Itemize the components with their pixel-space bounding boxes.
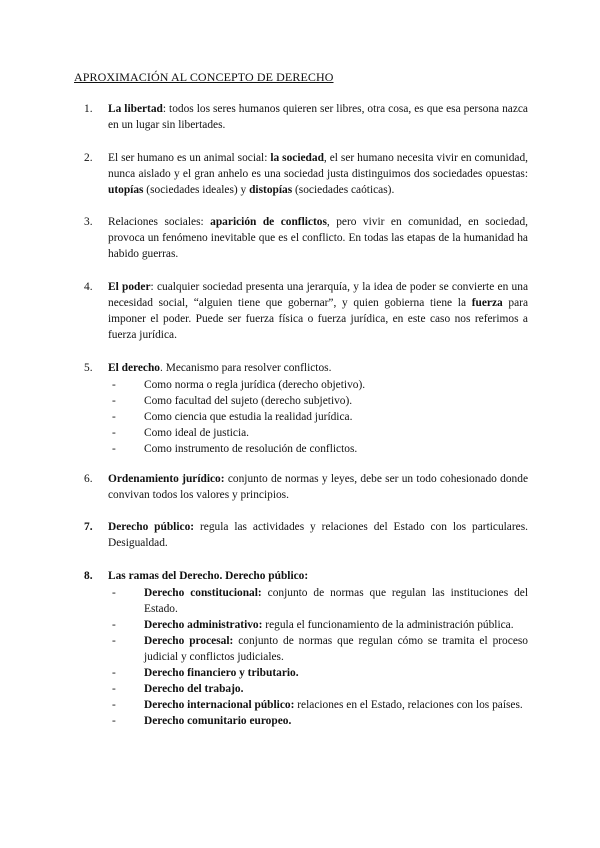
bold-term: Ordenamiento jurídico: (108, 473, 225, 485)
item-text (108, 360, 528, 376)
dash-bullet: - (112, 715, 116, 727)
dash-bullet: - (112, 395, 116, 407)
dash-bullet: - (112, 619, 116, 631)
item-text (108, 214, 528, 262)
text-run: , pero vivir en comunidad, en sociedad, provoca un fenómeno inevitable que es el conflicto. En todas las etapas de la humanidad ha habido guerras. (108, 216, 529, 260)
item-text (108, 568, 528, 584)
dash-bullet: - (112, 443, 116, 455)
dash-bullet: - (112, 379, 116, 391)
text-run: regula el funcionamiento de la administración pública. (262, 619, 514, 631)
item-text (108, 150, 528, 198)
document-title: APROXIMACIÓN AL CONCEPTO DE DERECHO (74, 70, 334, 84)
bold-term: Derecho público: (108, 521, 195, 533)
sub-list-item (108, 585, 528, 617)
bold-term: Las ramas del Derecho. Derecho público: (108, 570, 309, 582)
bold-term: Derecho del trabajo. (144, 683, 244, 695)
list-item-6 (84, 471, 528, 503)
dash-bullet: - (112, 587, 116, 599)
sub-list-item (108, 617, 528, 633)
text-run: Como norma o regla jurídica (derecho objetivo). (144, 379, 366, 391)
sub-list-item (108, 713, 528, 729)
bold-term: utopías (108, 184, 144, 196)
item-number: 8. (84, 570, 93, 582)
text-run: relaciones en el Estado, relaciones con los países. (294, 699, 523, 711)
text-run: para imponer el poder. Puede ser fuerza física o fuerza jurídica, en este caso nos referimos a fuerza jurídica. (108, 297, 528, 341)
bold-term: La libertad (108, 103, 163, 115)
text-run: regula las actividades y relaciones del Estado con los particulares. Desigualdad. (108, 521, 528, 549)
item-number: 2. (84, 152, 93, 164)
bold-term: Derecho internacional público: (144, 699, 295, 711)
sub-list-item (108, 633, 528, 665)
text-run: Relaciones sociales: (108, 216, 211, 228)
dash-bullet: - (112, 683, 116, 695)
text-run: Como facultad del sujeto (derecho subjetivo). (144, 395, 353, 407)
dash-bullet: - (112, 635, 116, 647)
bold-term: Derecho administrativo: (144, 619, 263, 631)
bold-term: aparición de conflictos (210, 216, 327, 228)
sub-list-item (108, 665, 528, 681)
item-text (108, 101, 528, 133)
list-item-7 (84, 519, 528, 551)
bold-term: la sociedad (270, 152, 324, 164)
list-item-4 (84, 279, 528, 343)
bold-term: Derecho procesal: (144, 635, 234, 647)
bold-term: fuerza (471, 297, 503, 309)
sub-list-item (108, 409, 528, 425)
bold-term: El derecho (108, 362, 160, 374)
bold-term: Derecho financiero y tributario. (144, 667, 299, 679)
text-run: Como instrumento de resolución de conflictos. (144, 443, 358, 455)
sub-list (84, 585, 528, 729)
text-run: Como ideal de justicia. (144, 427, 250, 439)
dash-bullet: - (112, 411, 116, 423)
bold-term: distopías (249, 184, 293, 196)
item-text (108, 519, 528, 551)
text-run: Como ciencia que estudia la realidad jurídica. (144, 411, 353, 423)
sub-list-item (108, 377, 528, 393)
item-text (108, 279, 528, 343)
item-number: 1. (84, 103, 93, 115)
text-run: conjunto de normas que regulan las instituciones del Estado. (144, 587, 528, 615)
text-run: conjunto de normas y leyes, debe ser un todo cohesionado donde convivan todos los valores y principios. (108, 473, 529, 501)
list-item-1 (84, 101, 528, 133)
list-item-3 (84, 214, 528, 262)
text-run: . Mecanismo para resolver conflictos. (160, 362, 332, 374)
sub-list-item (108, 425, 528, 441)
sub-list-item (108, 441, 528, 457)
text-run: (sociedades caóticas). (292, 184, 395, 196)
text-run: : todos los seres humanos quieren ser libres, otra cosa, es que esa persona nazca en un lugar sin libertades. (108, 103, 528, 131)
list-item-2 (84, 150, 528, 198)
sub-list (84, 377, 528, 457)
dash-bullet: - (112, 667, 116, 679)
bold-term: El poder (108, 281, 151, 293)
item-number: 7. (84, 521, 93, 533)
bold-term: Derecho constitucional: (144, 587, 262, 599)
text-run: El ser humano es un animal social: (108, 152, 271, 164)
sub-list-item (108, 681, 528, 697)
dash-bullet: - (112, 427, 116, 439)
text-run: (sociedades ideales) y (143, 184, 250, 196)
dash-bullet: - (112, 699, 116, 711)
item-number: 6. (84, 473, 93, 485)
sub-list-item (108, 697, 528, 713)
bold-term: Derecho comunitario europeo. (144, 715, 292, 727)
item-number: 3. (84, 216, 93, 228)
text-run: conjunto de normas que regulan cómo se tramita el proceso judicial y conflictos judiciales. (144, 635, 528, 663)
sub-list-item (108, 393, 528, 409)
item-number: 5. (84, 362, 93, 374)
text-run: , el ser humano necesita vivir en comunidad, nunca aislado y el gran anhelo es una sociedad justa distinguimos dos sociedades opuestas: (108, 152, 528, 180)
item-number: 4. (84, 281, 93, 293)
list-item-8 (84, 568, 528, 729)
list-item-5 (84, 360, 528, 457)
item-text (108, 471, 528, 503)
text-run: : cualquier sociedad presenta una jerarquía, y la idea de poder se convierte en una necesidad social, “alguien tiene que gobernar”, y quien gobierna tiene la (108, 281, 529, 309)
